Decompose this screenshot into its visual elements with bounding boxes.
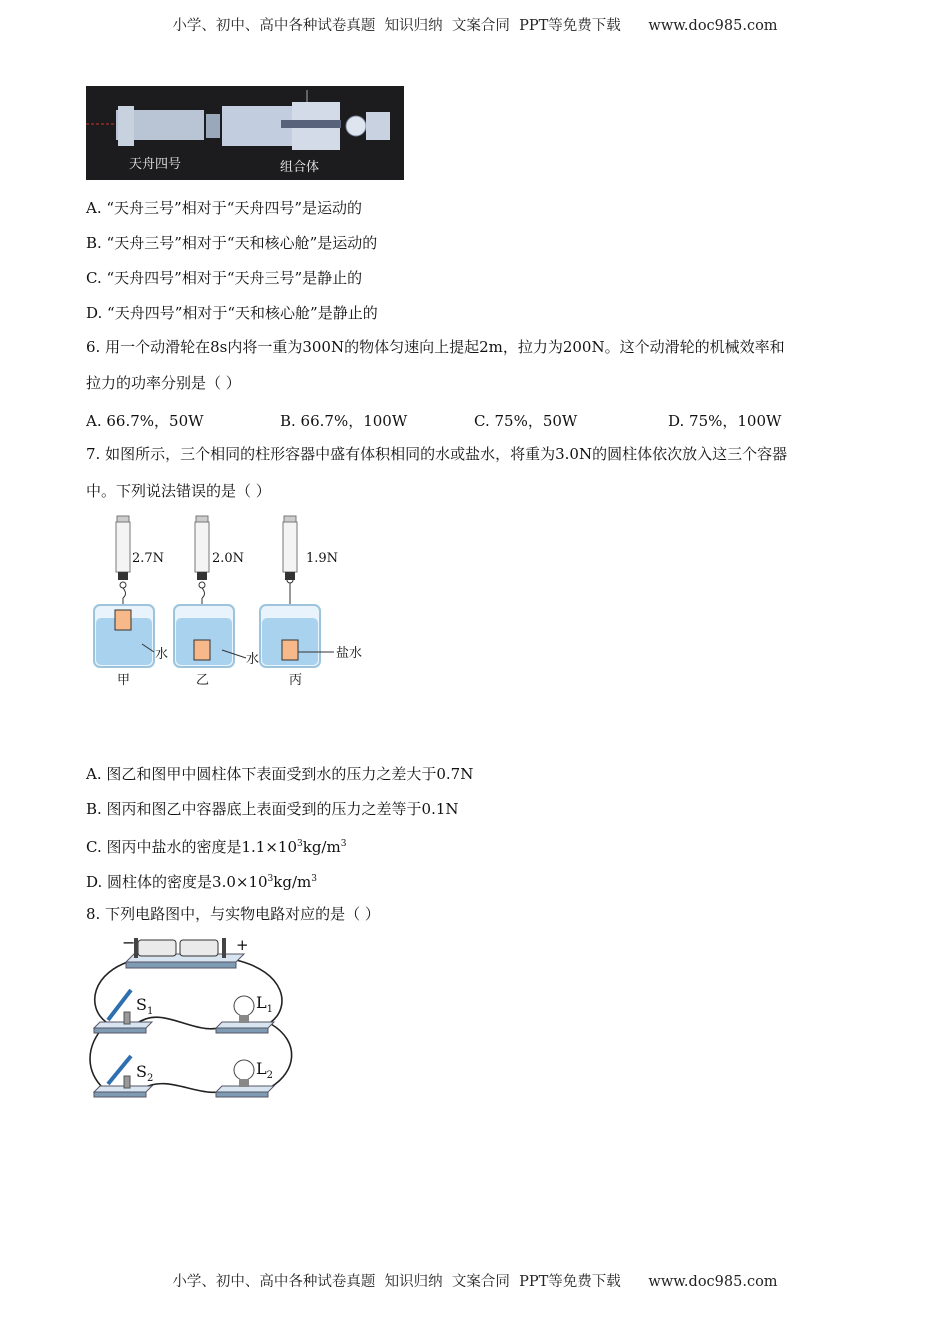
circuit-figure (86, 932, 296, 1107)
q6-stem-line1: 6. 用一个动滑轮在8s内将一重为300N的物体匀速向上提起2m，拉力为200N。这个动滑轮的机械效率和 (86, 338, 785, 356)
spacecraft-photo (86, 86, 404, 180)
q5-option-c: C. “天舟四号”相对于“天舟三号”是静止的 (86, 269, 363, 287)
liquid-label-2: 水 (246, 652, 260, 667)
q7-option-b: B. 图丙和图乙中容器底上表面受到的压力之差等于0.1N (86, 800, 459, 818)
beaker-1 (94, 605, 154, 667)
liquid-label-3: 盐水 (336, 646, 363, 661)
q5-option-b: B. “天舟三号”相对于“天和核心舱”是运动的 (86, 234, 378, 252)
battery-holder (126, 938, 244, 968)
beaker-3 (260, 605, 320, 667)
l2-label: $L_2$ (256, 1059, 273, 1081)
q5-option-a: A. “天舟三号”相对于“天舟四号”是运动的 (86, 199, 363, 217)
reading-2: 2.0N (212, 551, 245, 566)
liquid-label-1: 水 (155, 647, 169, 662)
s1-label: $S_1$ (136, 995, 154, 1017)
label-combination: 组合体 (280, 160, 320, 175)
s2-label: $S_2$ (136, 1062, 154, 1084)
q5-option-d: D. “天舟四号”相对于“天和核心舱”是静止的 (86, 304, 378, 322)
q8-stem: 8. 下列电路图中，与实物电路对应的是（ ） (86, 905, 380, 923)
label-tianzhou-4: 天舟四号 (129, 157, 182, 172)
q7-stem-line1: 7. 如图所示，三个相同的柱形容器中盛有体积相同的水或盐水，将重为3.0N的圆柱体依次放入这三个容器 (86, 445, 788, 463)
q7-stem-line2: 中。下列说法错误的是（ ） (86, 482, 271, 500)
battery-plus-label: + (236, 936, 249, 954)
q6-option-b: B. 66.7%，100W (280, 412, 408, 430)
page-footer: 小学、初中、高中各种试卷真题 知识归纳 文案合同 PPT等免费下载 www.doc985.com (172, 1274, 778, 1290)
q6-option-d: D. 75%，100W (668, 412, 782, 430)
caption-bing: 丙 (289, 673, 303, 688)
caption-jia: 甲 (117, 673, 131, 688)
page-header: 小学、初中、高中各种试卷真题 知识归纳 文案合同 PPT等免费下载 www.doc985.com (172, 18, 778, 34)
l1-label: $L_1$ (256, 993, 273, 1015)
battery-minus-label: − (122, 933, 136, 952)
q6-stem-line2: 拉力的功率分别是（ ） (86, 374, 241, 392)
q7-option-a: A. 图乙和图甲中圆柱体下表面受到水的压力之差大于0.7N (86, 765, 474, 783)
spring-scale-1 (116, 516, 130, 610)
reading-1: 2.7N (132, 551, 165, 566)
q7-option-d: D. 圆柱体的密度是$3.0\times 10^3kg/m^3$ (86, 873, 317, 891)
q6-option-a: A. 66.7%，50W (86, 412, 204, 430)
caption-yi: 乙 (196, 673, 210, 688)
q7-option-c: C. 图丙中盐水的密度是$1.1\times 10^3kg/m^3$ (86, 838, 347, 856)
reading-3: 1.9N (306, 551, 339, 566)
beaker-2 (174, 605, 234, 667)
q6-option-c: C. 75%，50W (474, 412, 578, 430)
buoyancy-figure (86, 510, 386, 695)
